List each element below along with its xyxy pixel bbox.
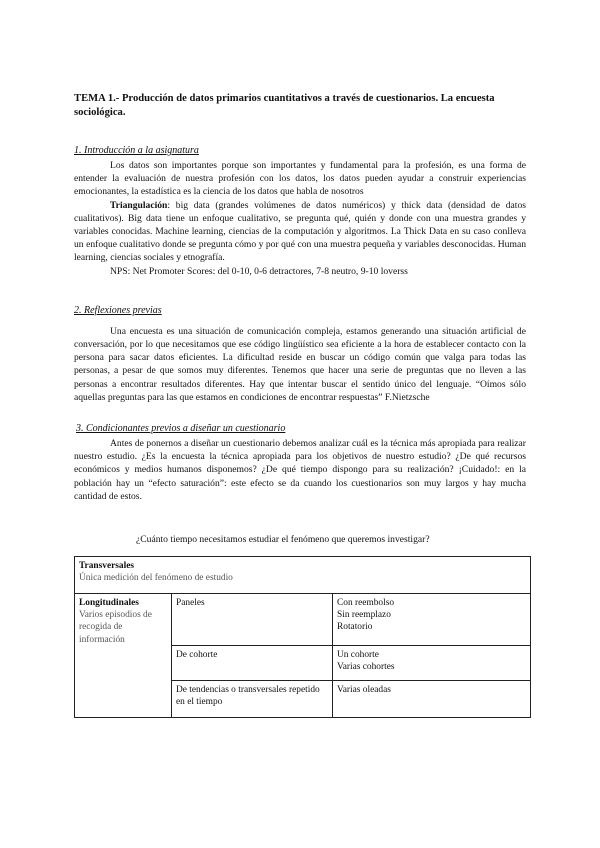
- section-heading: 3. Condicionantes previos a diseñar un cuestionario: [76, 423, 286, 435]
- paragraph-triangulacion: [74, 199, 526, 265]
- option-item: Rotatorio: [337, 622, 373, 633]
- table-row-transversales: [75, 557, 531, 594]
- paragraph-text: : big data (grandes volúmenes de datos numéricos) y thick data (densidad de datos cualitativos). Big data tiene un enfoque cualitativo, se pregunta qué, quién y donde con una muestra grandes y variables conocidas. Machine learning, ciencias de la computación y algoritmos. La Thick Data en su caso conlleva un enfoque cualitativo donde se pregunta cómo y por qué con una muestra pequeña y variables desconocidas. Human learning, ciencias sociales y etnografía.: [74, 199, 526, 264]
- section-heading: 1. Introducción a la asignatura: [74, 145, 199, 156]
- cell-type: De tendencias o transversales repetido en el tiempo: [172, 681, 333, 718]
- cell-options: [333, 681, 531, 718]
- cell-title: Transversales: [79, 561, 135, 572]
- section-reflexiones: [74, 304, 526, 404]
- option-item: Sin reemplazo: [337, 610, 391, 621]
- document-title: TEMA 1.- Producción de datos primarios cuantitativos a través de cuestionarios. La encuesta sociológica.: [74, 93, 495, 118]
- paragraph: Los datos son importantes porque son importantes y fundamental para la profesión, es una forma de entender la evaluación de nuestra profesión con los datos, los datos pueden ayudar a construir experiencias emocionantes, la estadística es la ciencia de los datos que habla de nosotros: [74, 160, 526, 198]
- table-row: [75, 594, 531, 646]
- option-item: Varias cohortes: [337, 662, 395, 673]
- section-condicionantes: [74, 422, 526, 503]
- cell-subtitle: Única medición del fenómeno de estudio: [79, 573, 233, 584]
- cell-title: Longitudinales: [79, 598, 139, 609]
- option-item: Un cohorte: [337, 650, 379, 661]
- cell-options: [333, 646, 531, 681]
- cell-type: Paneles: [172, 594, 333, 646]
- paragraph-nps: NPS: Net Promoter Scores: del 0-10, 0-6 detractores, 7-8 neutro, 9-10 loverss: [110, 265, 408, 277]
- cell-transversales: [75, 557, 531, 594]
- study-question: ¿Cuánto tiempo necesitamos estudiar el fenómeno que queremos investigar?: [136, 534, 430, 546]
- section-heading: 2. Reflexiones previas: [74, 304, 162, 316]
- cell-options: [333, 594, 531, 646]
- paragraph: Antes de ponernos a diseñar un cuestionario debemos analizar cuál es la técnica más apropiada para realizar nuestro estudio. ¿Es la encuesta la técnica apropiada para los objetivos de nuestro estudio? ¿De qué recursos económicos y medios humanos disponemos? ¿De qué tiempo dispongo para su realización? ¡Cuidado!: en la población hay un “efecto saturación”: este efecto se da cuando los cuestionarios son muy largos y hay mucha cantidad de estos.: [74, 438, 526, 502]
- cell-type: De cohorte: [172, 646, 333, 681]
- paragraph: Una encuesta es una situación de comunicación compleja, estamos generando una situación artificial de conversación, por lo que necesitamos que ese código lingüístico sea eficiente a la hora de establecer contacto con la persona para sacar datos eficientes. La dificultad reside en buscar un código común que valga para todas las personas, a pesar de que somos muy diferentes. Tenemos que hacer una serie de preguntas que no lleven a las personas a encontrar resultados diferentes. Hay que intentar buscar el sentido único del lenguaje. “Oímos sólo aquellas preguntas para las que estamos en condiciones de encontrar respuestas” F.Nietzsche: [74, 325, 526, 403]
- section-introduccion: [74, 144, 526, 278]
- option-item: Con reembolso: [337, 598, 395, 609]
- cell-longitudinales: [75, 594, 172, 718]
- option-item: Varias oleadas: [337, 685, 391, 696]
- term-triangulacion: Triangulación: [110, 199, 168, 211]
- cell-subtitle: Varios episodios de recogida de información: [79, 610, 152, 645]
- study-design-table: [74, 556, 531, 718]
